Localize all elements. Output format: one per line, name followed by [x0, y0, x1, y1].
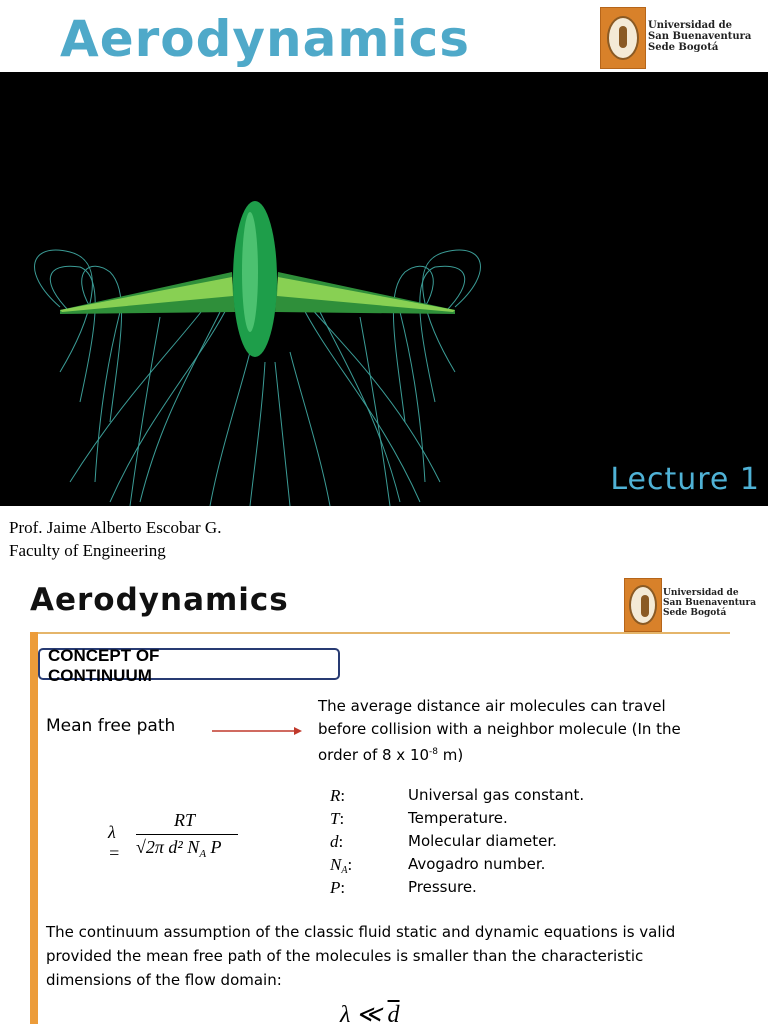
variable-description: Molecular diameter. — [408, 832, 557, 850]
variable-symbol: d: — [330, 832, 344, 851]
faculty-name: Faculty of Engineering — [9, 541, 166, 560]
variable-description: Avogadro number. — [408, 855, 546, 873]
slide1-title: Aerodynamics — [60, 10, 470, 68]
variable-description: Temperature. — [408, 809, 508, 827]
university-line3: Sede Bogotá — [648, 42, 719, 53]
left-accent-bar — [30, 632, 38, 1024]
formula-lhs: λ = — [108, 822, 121, 863]
variable-symbol: R: — [330, 786, 346, 805]
slide1-header — [0, 0, 768, 72]
definition-unit: m) — [438, 746, 464, 764]
denominator-main: √2π d² N — [136, 837, 200, 857]
university-line2: San Buenaventura — [663, 598, 757, 608]
term-definition — [318, 695, 708, 767]
university-seal-icon-2 — [629, 585, 657, 625]
header-rule — [30, 632, 730, 634]
continuum-paragraph: The continuum assumption of the classic fluid static and dynamic equations is valid provided the mean free path of the molecules is smaller than the characteristic dimensions of the flow domain: — [46, 923, 676, 989]
variable-description: Universal gas constant. — [408, 786, 585, 804]
fraction-bar — [136, 834, 238, 835]
author-name: Prof. Jaime Alberto Escobar G. — [9, 518, 222, 537]
university-logo — [600, 7, 646, 69]
section-heading: CONCEPT OF CONTINUUM — [48, 646, 160, 685]
university-line3: Sede Bogotá — [663, 608, 727, 618]
university-line1: Universidad de — [663, 588, 739, 598]
inequality-rhs: $\overline{d}$ — [387, 1002, 400, 1028]
variable-symbol: P: — [330, 878, 346, 897]
term-label: Mean free path — [46, 716, 176, 736]
continuum-inequality — [340, 1000, 400, 1029]
inequality-lhs: λ ≪ — [340, 1002, 388, 1028]
denominator-sub: A — [199, 848, 207, 860]
variable-description: Pressure. — [408, 878, 477, 896]
section-heading-box — [38, 646, 340, 685]
university-name — [648, 20, 751, 53]
lecture-label: Lecture 1 — [610, 462, 760, 497]
arrow-right-icon — [212, 726, 304, 736]
definition-text: The average distance air molecules can travel before collision with a neighbor molecule (In the order of 8 x 10 — [318, 697, 681, 764]
university-name-2 — [663, 588, 756, 618]
formula-numerator: RT — [174, 810, 196, 830]
definition-exponent: -8 — [429, 747, 439, 757]
airplane-streamlines-graphic — [0, 72, 768, 506]
university-logo-2 — [624, 578, 662, 632]
variable-symbol: T: — [330, 809, 345, 828]
author-block — [9, 516, 221, 562]
slide2-title: Aerodynamics — [30, 582, 289, 618]
university-seal-icon — [607, 16, 639, 60]
airplane-streamlines-image — [0, 72, 768, 506]
formula-denominator — [136, 837, 222, 860]
variable-symbol: $N_A$: — [330, 855, 353, 876]
university-line2: San Buenaventura — [648, 31, 752, 42]
university-line1: Universidad de — [648, 20, 732, 31]
denominator-tail: P — [206, 837, 222, 857]
